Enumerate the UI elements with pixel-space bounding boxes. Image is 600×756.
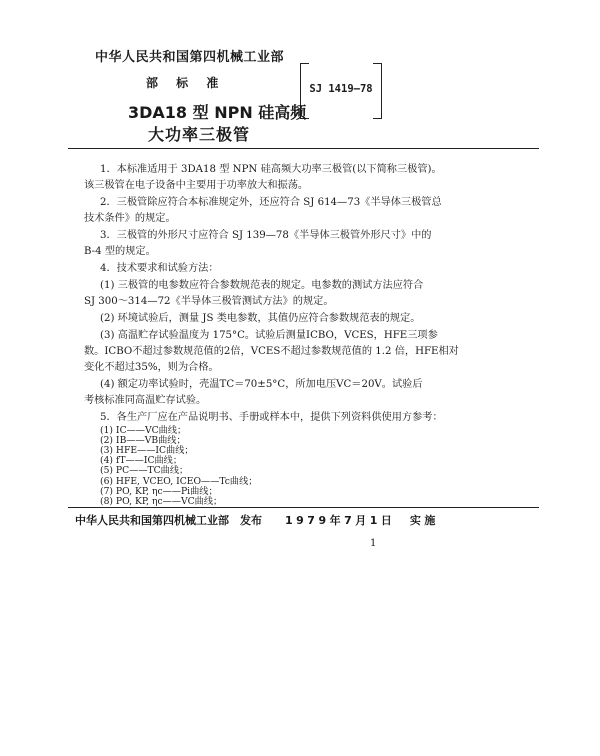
clause-4-3-line2: 数。ICBO不超过参数规范值的2倍，VCES不超过参数规范值的 1.2 倍，HFE相对 [84,346,459,357]
clause-1-line1: 1．本标准适用于 3DA18 型 NPN 硅高频大功率三极管(以下简称三极管)。 [100,164,442,175]
clause-4-1-line2: SJ 300～314—72《半导体三极管测试方法》的规定。 [84,296,334,307]
document-title-line2: 大功率三极管 [148,125,251,144]
clause-4-3-line1: (3) 高温贮存试验温度为 175°C。试验后测量ICBO，VCES，HFE三项参 [100,330,438,341]
page-number: 1 [370,538,377,549]
footer-divider [68,507,539,508]
header-divider [68,148,539,149]
clause-4-4-line1: (4) 额定功率试验时，壳温TC＝70±5°C，所加电压VC＝20V。试验后 [100,379,423,390]
clause-1-line2: 该三极管在电子设备中主要用于功率放大和振荡。 [84,180,309,191]
issuing-ministry: 中华人民共和国第四机械工业部 [95,50,285,65]
document-title-line1: 3DA18 型 NPN 硅高频 [128,103,307,122]
curve-list-item: (7) PO, KP, ηc——Pi曲线； [100,485,218,497]
standard-code-box [300,63,382,117]
standard-code: SJ 1419—78 [309,83,373,95]
clause-4-3-line3: 变化不超过35%，则为合格。 [84,362,219,373]
curve-list-item: (2) IB——VB曲线； [100,435,186,447]
footer-effective-date: 1979年7月1日 实施 [285,514,439,527]
clause-3-line1: 3．三极管的外形尺寸应符合 SJ 139—78《半导体三极管外形尺寸》中的 [100,230,432,241]
clause-5-heading: 5．各生产厂应在产品说明书、手册或样本中，提供下列资料供使用方参考： [100,412,443,423]
footer-issuer: 中华人民共和国第四机械工业部 发布 [75,514,262,527]
curve-list-item: (5) PC——TC曲线； [100,465,189,477]
clause-2-line2: 技术条件》的规定。 [84,213,176,224]
curve-list-item: (6) HFE, VCEO, ICEO——Tc曲线； [100,475,258,487]
curve-list-item: (4) fT——IC曲线； [100,455,183,467]
curve-list-item: (8) PO, KP, ηc——VC曲线； [100,495,223,507]
curve-list-item: (1) IC——VC曲线； [100,425,187,436]
clause-4-1-line1: (1) 三极管的电参数应符合参数规范表的规定。电参数的测试方法应符合 [100,280,424,291]
clause-3-line2: B-4 型的规定。 [84,246,156,257]
department-standard-label: 部 标 准 [146,76,219,90]
clause-2-line1: 2．三极管除应符合本标准规定外，还应符合 SJ 614—73《半导体三极管总 [100,197,442,208]
clause-4-heading: 4．技术要求和试验方法： [100,263,219,274]
curve-list-item: (3) HFE——IC曲线； [100,445,194,457]
clause-4-4-line2: 考核标准同高温贮存试验。 [84,395,207,406]
clause-4-2: (2) 环境试验后，测量 JS 类电参数，其值仍应符合参数规范表的规定。 [100,313,421,324]
